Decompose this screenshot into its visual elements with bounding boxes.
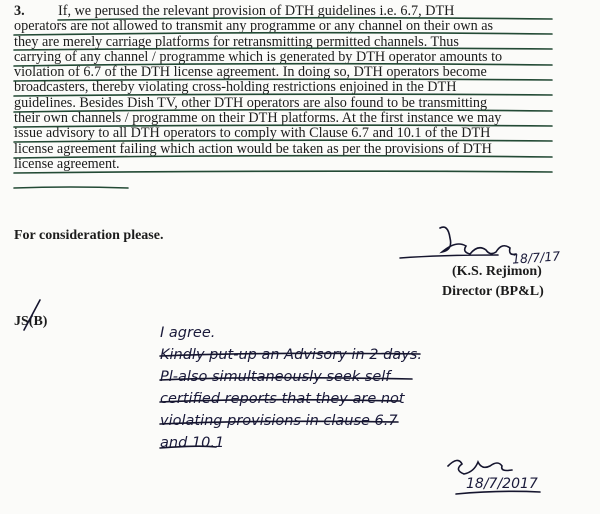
- note-line: Pl-also simultaneously seek self: [160, 369, 391, 385]
- note-underline: [160, 400, 400, 402]
- signature-mark: [400, 227, 516, 258]
- signature-mark: [448, 460, 512, 474]
- underline-mark: [14, 156, 552, 158]
- note-underline: [160, 378, 412, 380]
- note-underline: [160, 446, 216, 448]
- note-underline: [160, 353, 420, 356]
- underline-mark: [14, 33, 552, 35]
- underline-mark: [14, 110, 552, 112]
- note-line: I agree.: [160, 325, 216, 341]
- paragraph-line: violation of 6.7 of the DTH license agreement. In doing so, DTH operators become: [14, 64, 487, 81]
- underline-mark: [14, 79, 552, 81]
- paragraph-number: 3.: [14, 3, 25, 19]
- underline-mark: [14, 48, 552, 50]
- paragraph-line: issue advisory to all DTH operators to comply with Clause 6.7 and 10.1 of the DTH: [14, 125, 491, 142]
- paragraph-line: license agreement.: [14, 155, 120, 172]
- underline-mark: [14, 64, 552, 66]
- marked-to: JS(B): [14, 314, 48, 329]
- note-line: violating provisions in clause 6.7: [160, 413, 398, 429]
- paragraph-line: their own channels / programme on their DTH platforms. At the first instance we may: [14, 110, 502, 127]
- note-date: 18/7/2017: [466, 476, 538, 492]
- underline-mark: [14, 125, 552, 127]
- paragraph-line: license agreement failing which action would be taken as per the provisions of DTH: [14, 140, 492, 157]
- underline-mark: [14, 140, 552, 142]
- note-underline: [160, 421, 398, 424]
- note-line: certified reports that they are not: [160, 391, 405, 407]
- note-line: Kindly put-up an Advisory in 2 days.: [160, 347, 422, 363]
- strike-mark: [24, 300, 40, 330]
- paragraph-line: they are merely carriage platforms for retransmitting permitted channels. Thus: [14, 33, 459, 50]
- officer-designation: Director (BP&L): [442, 284, 544, 299]
- paragraph-line: 3. If, we perused the relevant provision of DTH guidelines i.e. 6.7, DTH: [14, 3, 455, 19]
- paragraph-line: broadcasters, thereby violating cross-holding restrictions enjoined in the DTH: [14, 79, 457, 96]
- note-line: and 10.1: [160, 435, 225, 451]
- officer-name: (K.S. Rejimon): [452, 264, 542, 279]
- paragraph-line: carrying of any channel / programme which is generated by DTH operator amounts to: [14, 48, 503, 65]
- paragraph-line: operators are not allowed to transmit any programme or any channel on their own as: [14, 18, 494, 35]
- underline-mark: [14, 187, 128, 188]
- paragraph-line: guidelines. Besides Dish TV, other DTH operators are also found to be transmitting: [14, 94, 488, 111]
- signature-date: 18/7/17: [511, 248, 561, 267]
- underline-mark: [58, 18, 552, 20]
- underline-mark: [14, 171, 552, 173]
- note-date-underline: [456, 491, 540, 494]
- consideration-text: For consideration please.: [14, 228, 164, 243]
- underline-mark: [14, 94, 552, 96]
